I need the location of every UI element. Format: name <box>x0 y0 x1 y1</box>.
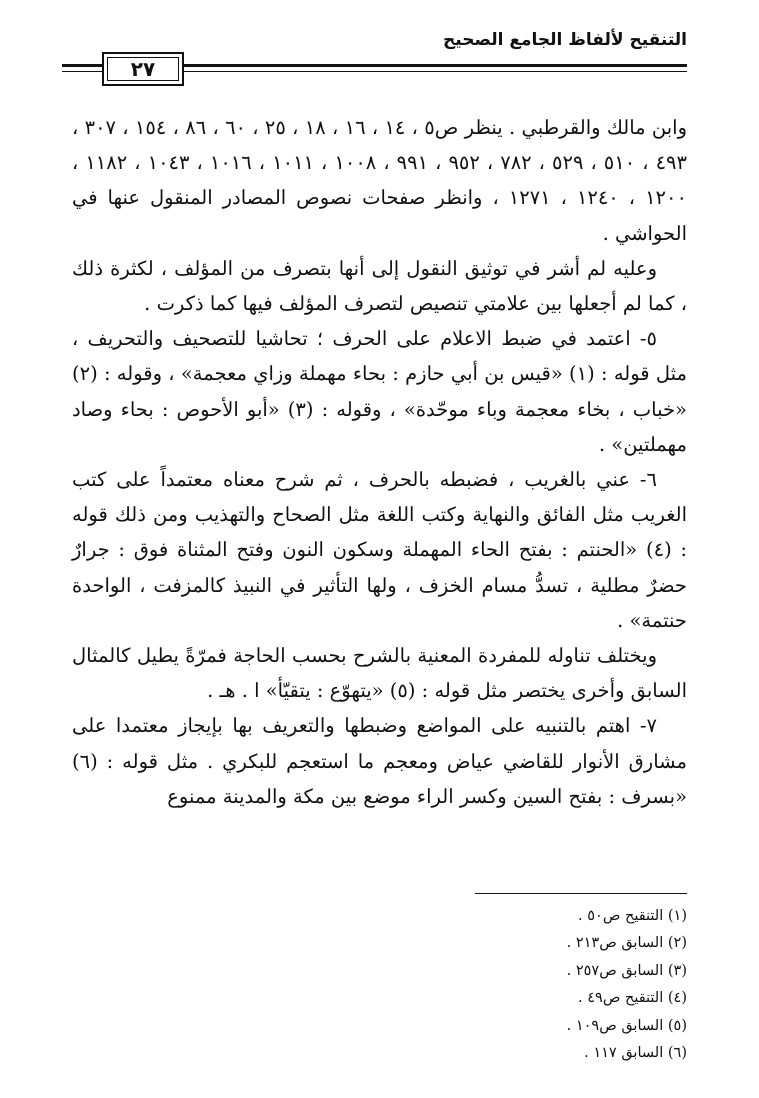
footnote-item: (٥) السابق ص١٠٩ . <box>566 1017 687 1034</box>
paragraph-definition-length: ويختلف تناوله للمفردة المعنية بالشرح بحسب الحاجة فمرّةً يطيل كالمثال السابق وأخرى يختصر مثل قوله : (٥) «يتهوّع : يتقيّأ» ا . هـ . <box>72 644 687 703</box>
paragraph-point-5: ٥- اعتمد في ضبط الاعلام على الحرف ؛ تحاشيا للتصحيف والتحريف ، مثل قوله : (١) «قيس بن أبي حازم : بحاء مهملة وزاي معجمة» ، وقوله : (٢) «خباب ، بخاء معجمة وباء موحّدة» ، وقوله : (٣) «أبو الأحوص : بحاء وصاد مهملتين» . <box>72 327 687 456</box>
footnote-item: (٣) السابق ص٢٥٧ . <box>566 962 687 979</box>
page-header <box>62 30 687 90</box>
page-number <box>102 52 184 86</box>
footnote-item: (١) التنقيح ص٥٠ . <box>578 908 687 924</box>
main-text <box>72 110 687 814</box>
running-title: التنقيح لألفاظ الجامع الصحيح <box>443 30 687 50</box>
footnotes <box>387 903 687 1067</box>
paragraph-references: وابن مالك والقرطبي . ينظر ص٥ ، ١٤ ، ١٦ ، ١٨ ، ٢٥ ، ٦٠ ، ٨٦ ، ١٥٤ ، ٣٠٧ ، ٤٩٣ ، ٥١٠ ، ٥٢٩ ، ٧٨٢ ، ٩٥٢ ، ٩٩١ ، ١٠٠٨ ، ١٠١١ ، ١٠١٦ ، ١٠٤٣ ، ١١٨٢ ، ١٢٠٠ ، ١٢٤٠ ، ١٢٧١ ، وانظر صفحات نصوص المصادر المنقول عنها في الحواشي . <box>72 116 687 245</box>
footnote-divider <box>475 893 687 894</box>
page-number-text: ٢٧ <box>130 57 156 81</box>
paragraph-citation-note: وعليه لم أشر في توثيق النقول إلى أنها بتصرف من المؤلف ، لكثرة ذلك ، كما لم أجعلها بين علامتي تنصيص لتصرف المؤلف فيها كما ذكرت . <box>72 256 687 316</box>
paragraph-point-7: ٧- اهتم بالتنبيه على المواضع وضبطها والتعريف بها بإيجاز معتمدا على مشارق الأنوار للقاضي عياض ومعجم ما استعجم للبكري . مثل قوله : (٦) «بسرف : بفتح السين وكسر الراء موضع بين مكة والمدينة ممنوع <box>72 714 687 808</box>
footnote-item: (٤) التنقيح ص٤٩ . <box>578 990 687 1007</box>
footnote-item: (٢) السابق ص٢١٣ . <box>566 935 687 952</box>
paragraph-point-6: ٦- عني بالغريب ، فضبطه بالحرف ، ثم شرح معناه معتمداً على كتب الغريب مثل الفائق والنهاية وكتب اللغة مثل الصحاح والتهذيب ومن ذلك قوله : (٤) «الحنتم : بفتح الحاء المهملة وسكون النون وفتح المثناة فوق : جرارٌ حضرٌ مطلية ، تسدُّ مسام الخزف ، ولها التأثير في النبيذ كالمزفت ، الواحدة حنتمة» . <box>72 468 687 632</box>
footnote-item: (٦) السابق ١١٧ . <box>584 1045 687 1062</box>
